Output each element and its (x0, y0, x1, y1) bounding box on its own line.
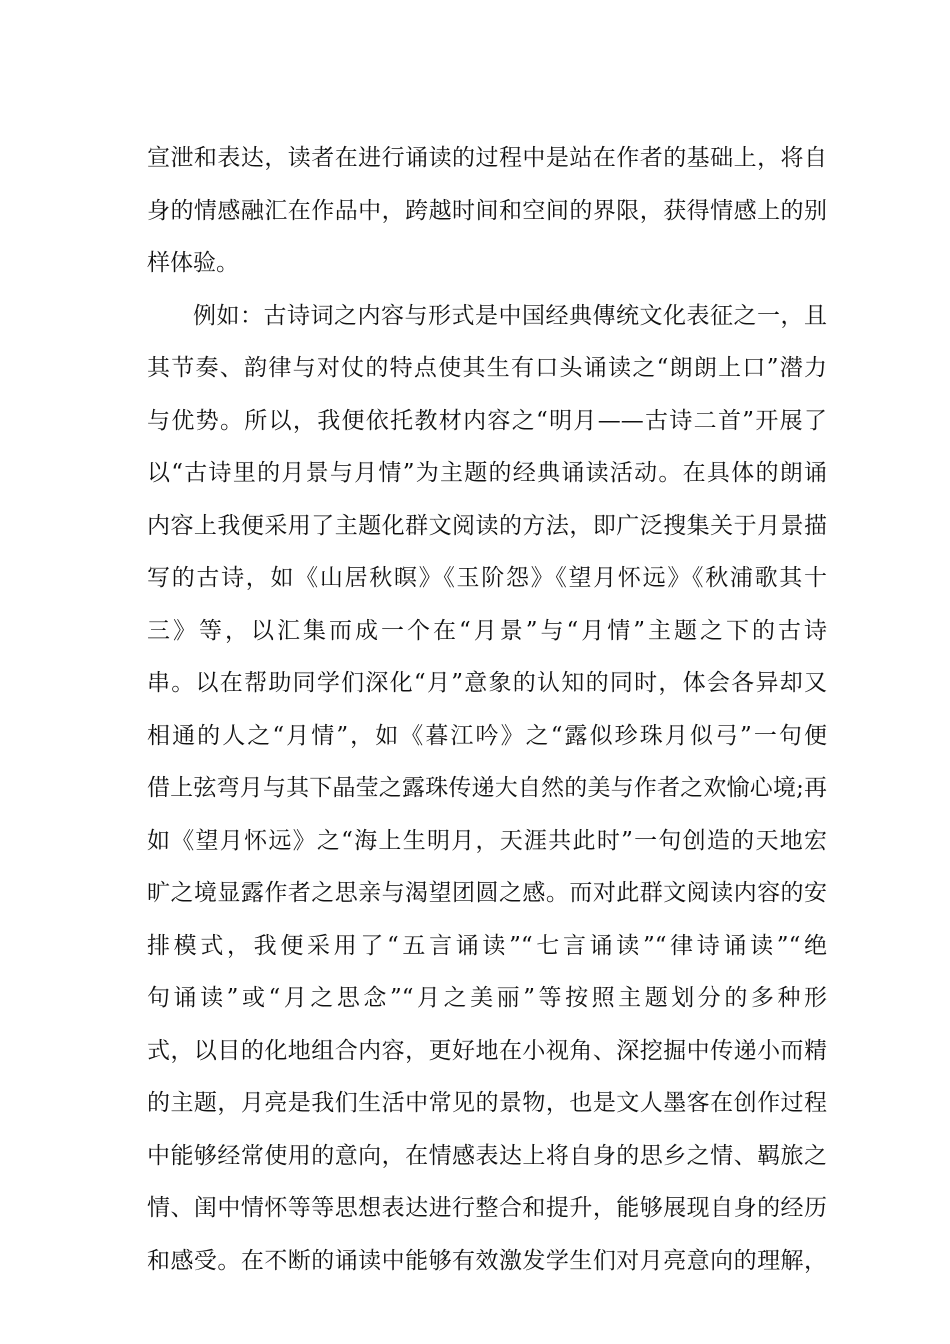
text-line: 句诵读”或“月之思念”“月之美丽”等按照主题划分的多种形 (147, 985, 827, 1011)
text-line: 旷之境显露作者之思亲与渴望团圆之感。而对此群文阅读内容的安 (147, 880, 827, 906)
text-line: 写的古诗，如《山居秋暝》《玉阶怨》《望月怀远》《秋浦歌其十 (147, 565, 827, 591)
text-line: 身的情感融汇在作品中，跨越时间和空间的界限，获得情感上的别 (147, 197, 827, 224)
text-line: 宣泄和表达，读者在进行诵读的过程中是站在作者的基础上，将自 (147, 145, 827, 171)
text-line: 和感受。在不断的诵读中能够有效激发学生们对月亮意向的理解， (147, 1247, 827, 1274)
text-line: 排模式，我便采用了“五言诵读”“七言诵读”“律诗诵读”“绝 (147, 932, 827, 959)
text-line: 三》等，以汇集而成一个在“月景”与“月情”主题之下的古诗 (147, 617, 827, 644)
text-line: 例如：古诗词之内容与形式是中国经典傳统文化表征之一，且 (193, 302, 827, 329)
text-line: 串。以在帮助同学们深化“月”意象的认知的同时，体会各异却又 (147, 670, 827, 696)
paragraph-2 (147, 290, 827, 1288)
text-line: 式，以目的化地组合内容，更好地在小视角、深挖掘中传递小而精 (147, 1037, 827, 1064)
text-line: 内容上我便采用了主题化群文阅读的方法，即广泛搜集关于月景描 (147, 512, 827, 539)
text-line: 情、闺中情怀等等思想表达进行整合和提升，能够展现自身的经历 (147, 1195, 827, 1221)
text-line: 如《望月怀远》之“海上生明月，天涯共此时”一句创造的天地宏 (147, 827, 827, 854)
text-line: 相通的人之“月情”，如《暮江吟》之“露似珍珠月似弓”一句便 (147, 722, 827, 749)
text-line: 中能够经常使用的意向，在情感表达上将自身的思乡之情、羁旅之 (147, 1142, 827, 1169)
body-text (147, 132, 827, 1287)
text-line: 以“古诗里的月景与月情”为主题的经典诵读活动。在具体的朗诵 (147, 460, 827, 486)
text-line: 借上弦弯月与其下晶莹之露珠传递大自然的美与作者之欢愉心境;再 (147, 775, 827, 801)
text-line: 样体验。 (147, 250, 239, 276)
text-line: 与优势。所以，我便依托教材内容之“明月——古诗二首”开展了 (147, 407, 827, 434)
text-line: 的主题，月亮是我们生活中常见的景物，也是文人墨客在创作过程 (147, 1090, 827, 1116)
text-line: 其节奏、韵律与对仗的特点使其生有口头诵读之“朗朗上口”潜力 (147, 355, 827, 381)
paragraph-1 (147, 132, 827, 290)
